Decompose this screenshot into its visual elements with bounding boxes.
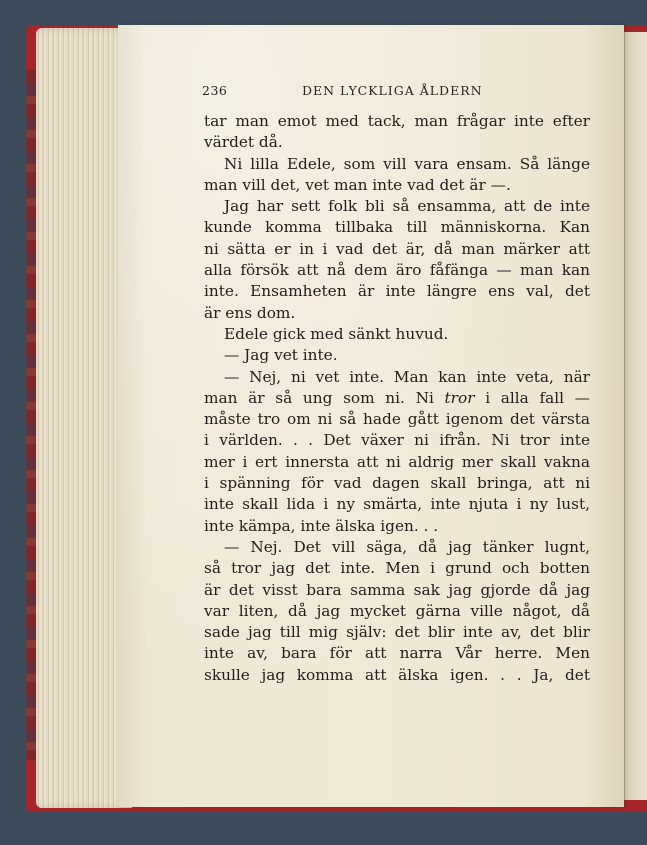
- text-line: mer i ert innersta att ni aldrig mer skall vakna: [204, 452, 590, 471]
- text-line: Ni lilla Edele, som vill vara ensam. Så länge: [224, 154, 590, 173]
- text-line: tar man emot med tack, man frågar inte efter: [204, 112, 590, 130]
- text-line: var liten, då jag mycket gärna ville något, då: [204, 601, 590, 620]
- cover-marbled-edge: [26, 70, 36, 760]
- running-title: DEN LYCKLIGA ÅLDERN: [302, 83, 483, 98]
- text-line: inte kämpa, inte älska igen. . .: [204, 516, 439, 535]
- text-line: inte skall lida i ny smärta, inte njuta i ny lust,: [204, 495, 590, 514]
- text-line: är det visst bara samma sak jag gjorde då jag: [204, 580, 590, 599]
- text-line: så tror jag det inte. Men i grund och botten: [204, 559, 590, 578]
- text-line: man är så ung som ni. Ni tror i alla fall —: [204, 388, 590, 407]
- page-number: 236: [202, 83, 228, 98]
- text-line: man vill det, vet man inte vad det är —.: [204, 175, 511, 194]
- text-line: inte. Ensamheten är inte längre ens val, det: [204, 282, 590, 301]
- facing-page-edge: [624, 32, 647, 800]
- text-line: kunde komma tillbaka till människorna. Kan: [204, 218, 590, 237]
- text-line: Edele gick med sänkt huvud.: [224, 324, 449, 343]
- text-line: — Nej, ni vet inte. Man kan inte veta, när: [224, 367, 590, 386]
- text-line: — Nej. Det vill säga, då jag tänker lugnt,: [224, 537, 590, 556]
- text-line: är ens dom.: [204, 303, 296, 322]
- text-line: — Jag vet inte.: [224, 346, 338, 365]
- text-line: sade jag till mig själv: det blir inte av, det blir: [204, 623, 590, 642]
- text-line: i spänning för vad dagen skall bringa, att ni: [204, 474, 590, 493]
- body-text: [204, 111, 590, 686]
- text-line: i världen. . . Det växer ni ifrån. Ni tror inte: [204, 431, 590, 450]
- text-line: ni sätta er in i vad det är, då man märker att: [204, 239, 590, 258]
- emphasized-word: tror: [444, 388, 475, 407]
- text-line: Jag har sett folk bli så ensamma, att de inte: [224, 197, 590, 216]
- text-line: skulle jag komma att älska igen. . . Ja, det: [204, 665, 590, 684]
- book-page: [118, 25, 624, 807]
- text-line: måste tro om ni så hade gått igenom det värsta: [204, 410, 590, 429]
- text-line: värdet då.: [204, 133, 283, 152]
- text-line: alla försök att nå dem äro fåfänga — man kan: [204, 261, 590, 280]
- text-line: inte av, bara för att narra Vår herre. Men: [204, 644, 590, 663]
